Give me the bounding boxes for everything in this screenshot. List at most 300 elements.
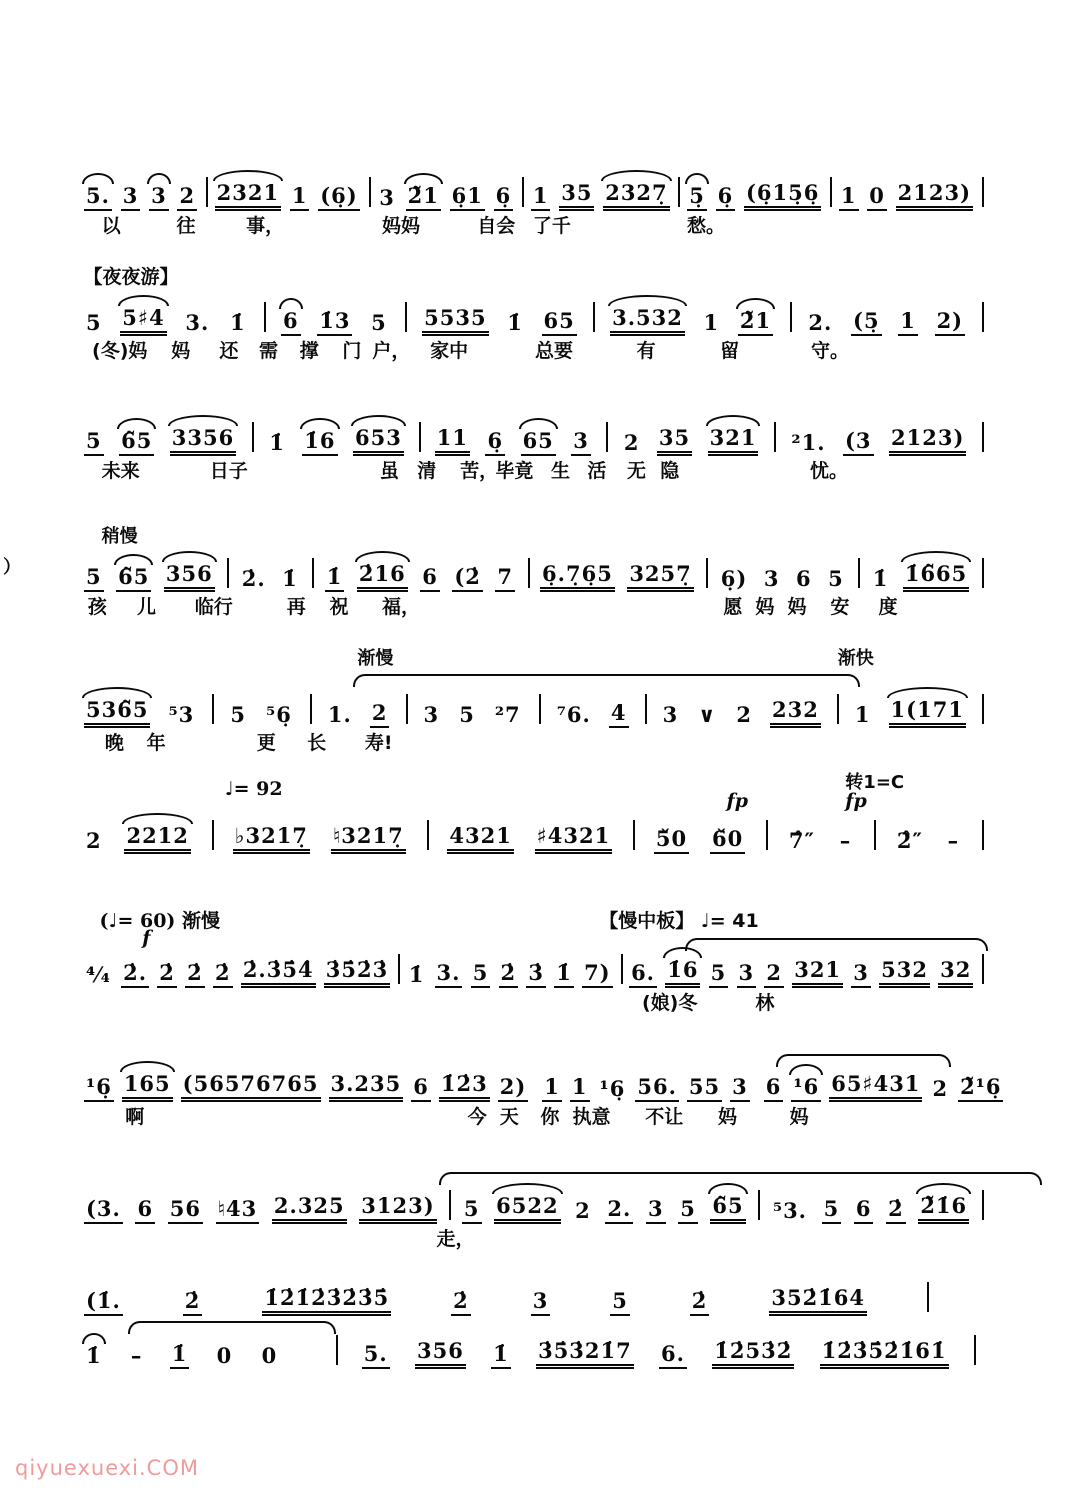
notation-system-5 [0,648,1070,754]
note-token: 2212 [124,822,190,854]
note-token: 65♯431 [829,1070,922,1102]
note-token: 3̇5̇2̇3̇ [324,956,390,988]
lyric-syllable: 祝 [329,596,349,618]
note-token: 2̇. [121,959,149,988]
note-token: 1 [570,1073,590,1102]
lyric-syllable: 活 [587,460,607,482]
tempo-label: 转1=C [845,772,905,793]
note-token: 5 [678,1195,698,1224]
notation-system-4 [0,526,1070,618]
note-token: 5 [459,701,475,727]
note-token: 2123) [896,179,973,211]
barline [858,558,860,588]
note-token: – [839,827,852,853]
note-token: 3. [185,309,210,335]
lyric-syllable: 寿! [364,732,393,754]
note-token: 2. [605,1195,633,1224]
note-token: 7) [582,959,613,988]
note-token: ¹6 [791,1073,821,1102]
note-token: 7 [495,563,515,592]
note-token: ²7 [494,701,521,727]
notes-line [0,1188,1070,1224]
lyric-syllable: 你 [540,1106,560,1128]
note-token: 3 [763,565,780,591]
tempo-label: (♩= 60) 渐慢 [99,910,221,932]
note-token: ⁷6. [556,701,591,727]
lyric-syllable: 了千 [532,215,571,237]
note-token: 2 [736,701,752,727]
margin-artifact: ） [3,557,21,578]
lyric-syllable: 啊 [125,1106,145,1128]
note-token: 2 [764,959,784,988]
note-token: 1 [898,307,918,336]
watermark: qiyuexuexi.COM [15,1456,199,1480]
note-token: (3. [84,1195,123,1224]
note-token: 2̇. [241,565,266,591]
note-token: 6. [659,1340,687,1369]
note-token: 1̇2̇3̇5̇2̇1̇61̇ [820,1337,949,1369]
note-token: 5 [471,959,491,988]
notes-line [0,818,1070,854]
note-token: 6 [281,307,301,336]
note-token: 2̇ [185,959,205,988]
lyric-syllable: 隐 [660,460,680,482]
note-token: 5♯4 [120,304,166,336]
note-token: 1̇2̇3 [439,1070,490,1102]
lyric-syllable: 儿 [136,596,156,618]
barline [678,177,680,207]
note-token: 1̇ [554,959,574,988]
lyric-syllable: 安 [830,596,850,618]
dynamic-label: f [142,927,151,949]
note-token: (1̇. [84,1287,123,1316]
note-token: 6. [629,959,657,988]
lyric-syllable: (娘)冬 [642,992,698,1014]
note-token: 2321 [215,179,281,211]
note-token: 1̇ [86,1342,102,1368]
barline [633,820,635,850]
barline [449,1190,451,1220]
notation-system-8 [0,1066,1070,1128]
note-token: 1 [531,182,551,211]
note-token: 2̃1 [406,182,441,211]
note-token: 2̇ [157,959,177,988]
barline [206,177,208,207]
notation-system-3 [0,420,1070,482]
note-token: ²1. [791,429,826,455]
note-token: 3. [435,959,463,988]
barline [774,422,776,452]
note-token: 56. [635,1073,679,1102]
note-token: 6522 [494,1192,560,1224]
note-token: 1̇ [491,1340,511,1369]
lyric-syllable: 更 [256,732,276,754]
note-token: 6̃5 [116,563,151,592]
lyric-syllable: 虽 [379,460,399,482]
lyric-syllable: 需 [258,340,278,362]
note-token: 3 [149,182,169,211]
lyric-syllable: 以 [101,215,121,237]
note-token: 1(171 [889,696,966,728]
note-token: 6̣1 [450,182,485,211]
note-token: 6̣ [494,182,514,211]
barline [982,820,984,850]
note-token: 5 [828,565,844,591]
lyric-syllable: 未来 [101,460,140,482]
note-token: 3 [730,1073,750,1102]
lyric-syllable: 往 [176,215,196,237]
barline [369,177,371,207]
barline [227,558,229,588]
note-token: 2̃1 [738,307,773,336]
note-token: 2̇16 [357,560,408,592]
note-token: 0 [261,1342,278,1368]
note-token: 5 [86,309,102,335]
note-token: 356 [164,560,215,592]
tempo-label: 渐慢 [357,648,394,669]
barline [593,302,595,332]
lyric-syllable: 自会 [477,215,516,237]
note-token: 5 [709,959,729,988]
lyric-syllable: 妈 [787,596,807,618]
note-token: 5 [371,309,387,335]
lyric-syllable: 有 [636,340,656,362]
barline [982,422,984,452]
note-token: 6̣.7̣6̣5 [540,560,615,592]
barline [212,820,214,850]
note-token: ¹6̣ [599,1075,626,1101]
lyric-syllable: 妈 [789,1106,809,1128]
barline [982,177,984,207]
barline [645,694,647,724]
note-token: 3257̣ [627,560,693,592]
lyric-syllable: 临行 [194,596,233,618]
note-token: 1 [542,1073,562,1102]
note-token: 2123) [889,424,966,456]
barline [837,694,839,724]
note-token: 356 [415,1337,466,1369]
note-token: 35 [559,179,594,211]
tempo-label: 稍慢 [101,526,138,547]
note-token: 1̇6̃65 [903,560,969,592]
note-token: 2.325 [272,1192,347,1224]
note-token: ♭3217̣ [233,822,310,854]
lyric-syllable: 走， [436,1228,475,1250]
barline [252,422,254,452]
note-token: 1̇6 [665,956,700,988]
notation-system-7 [0,910,1070,1014]
note-token: 5 [84,427,104,456]
note-token: 32 [938,956,973,988]
lyric-syllable: 孩 [87,596,107,618]
note-token: 536̃5 [84,696,150,728]
lyric-syllable: 苦， [460,460,499,482]
note-token: 2̃¹6̣ [958,1073,1003,1102]
lyric-syllable: 不让 [645,1106,684,1128]
note-token: 5 [610,1287,630,1316]
note-token: 3356 [170,424,236,456]
notation-system-1 [0,175,1070,237]
note-token: 6̣) [720,565,748,591]
note-token: 2 [370,699,390,728]
note-token: 65 [521,427,556,456]
note-token: 6 [795,565,812,591]
note-token: 4 [609,699,629,728]
note-token: 3 [851,959,871,988]
notes-line [0,1066,1070,1102]
note-token: 5̣ [687,182,707,211]
lyric-syllable: 户， [372,340,411,362]
barline [830,177,832,207]
barline [982,302,984,332]
note-token: ∨ [698,701,717,727]
note-token: 1̇ [507,309,523,335]
note-token: ♮43 [216,1195,260,1224]
note-token: (3 [843,427,874,456]
barline [336,1335,338,1365]
notation-system-6 [0,772,1070,854]
note-token: 5 [822,1195,842,1224]
note-token: 2̂″ [896,827,923,853]
lyric-syllable: 门 [342,340,362,362]
note-token: 2̇.3̇5̇4̇ [241,956,316,988]
note-token: 5̌0 [654,825,689,854]
lyric-syllable: 毕竟 [495,460,534,482]
note-token: 321 [708,424,759,456]
barline [982,954,984,984]
barline [982,1190,984,1220]
note-token: 6̣ [716,182,736,211]
note-token: 1 [839,182,859,211]
note-token: 2 [623,429,640,455]
note-token: 5 [230,701,246,727]
lyric-syllable: 守。 [811,340,850,362]
note-token: 6̃5 [119,427,154,456]
note-token: – [947,827,960,853]
lyric-syllable: 忧。 [809,460,848,482]
lyric-syllable: (冬)妈 [92,340,148,362]
barline [621,954,623,984]
note-token: ¹6̣ [84,1073,114,1102]
note-token: 0 [867,182,887,211]
note-token: 1̇3 [317,307,352,336]
note-token: 2) [935,307,966,336]
note-token: 6 [411,1073,431,1102]
note-token: (5̣ [851,307,882,336]
lyric-syllable: 天 [499,1106,519,1128]
lyric-syllable: 撑 [299,340,319,362]
note-token: 1̇ [408,961,425,987]
note-token: 2 [575,1197,591,1223]
note-token: 6̃5 [710,1192,745,1224]
slur-line [353,674,860,687]
note-token: 35 [657,424,692,456]
note-token: ♯4321 [535,822,613,854]
note-token: ⁵3 [168,701,195,727]
lyric-syllable: 总要 [535,340,574,362]
lyric-syllable: 无 [627,460,647,482]
notes-line [0,1280,1070,1316]
note-token: 6̣ [485,427,505,456]
note-token: 3 [737,959,757,988]
note-token: 2. [808,309,833,335]
barline [758,1190,760,1220]
note-token: 2) [498,1073,529,1102]
note-token: 2 [86,827,102,853]
notes-line [0,952,1070,988]
lyric-syllable: 妈妈 [381,215,420,237]
note-token: 3.532 [610,304,685,336]
note-token: 321 [792,956,843,988]
lyric-syllable: 度 [878,596,898,618]
lyric-syllable: 日子 [209,460,248,482]
barline [528,558,530,588]
tempo-label: ♩= 92 [224,778,283,800]
note-token: 2 [932,1075,949,1101]
barline [522,177,524,207]
slur-line [685,938,989,951]
notation-system-10 [0,1280,1070,1316]
lyric-syllable: 晚 [104,732,124,754]
note-token: 1̇ [325,563,345,592]
lyric-syllable: 执意 [572,1106,611,1128]
lyric-syllable: 长 [307,732,327,754]
barline [766,820,768,850]
note-token: 11 [435,424,470,456]
note-token: 1. [327,701,352,727]
note-token: 1̇ [282,565,298,591]
barline [312,558,314,588]
note-token: 6 [854,1195,874,1224]
note-token: 2̇ [690,1287,710,1316]
note-token: 56 [168,1195,203,1224]
note-token: 1 [290,182,310,211]
note-token: 2̇ [183,1287,203,1316]
lyric-syllable: 还 [219,340,239,362]
lyric-syllable: 家中 [430,340,469,362]
lyric-syllable: 愁。 [686,215,725,237]
lyric-syllable: 清 [417,460,437,482]
note-token: (6̣15̣6̣ [744,179,821,211]
barline [790,302,792,332]
note-token: 1 [703,309,720,335]
note-token: 1̇ [269,429,285,455]
notation-system-11 [0,1333,1070,1369]
tempo-label: 【慢中板】 ♩= 41 [599,910,759,932]
tempo-label: 渐快 [837,648,874,669]
note-token: 3̇ [526,959,546,988]
note-token: 3 [379,184,395,210]
lyric-syllable: 愿 [723,596,743,618]
note-token: ⁵3. [772,1197,807,1223]
lyric-syllable: 留 [720,340,740,362]
note-token: 3123) [359,1192,436,1224]
notes-line [0,556,1070,592]
note-token: 232 [770,696,821,728]
lyric-syllable: 福， [381,596,420,618]
tempo-label: 【夜夜游】 [83,266,179,288]
note-token: 5535 [422,304,488,336]
note-token: 352̇1̇64 [769,1284,867,1316]
lyric-syllable: 妈 [717,1106,737,1128]
note-token: 5 [462,1195,482,1224]
note-token: (56576765 [181,1070,321,1102]
note-token: 165 [122,1070,173,1102]
dynamic-label: fp [726,790,748,812]
note-token: 5. [362,1340,390,1369]
note-token: 2̇ [213,959,233,988]
note-token: 2 [177,182,197,211]
note-token: 3 [423,701,440,727]
note-token: 55 [687,1073,722,1102]
lyric-syllable: 今 [467,1106,487,1128]
note-token: 1̇2̇1̇2̇3̇2̇3̇5̇ [262,1284,391,1316]
note-token: ⁴⁄₄ [86,961,111,987]
note-token: ⁵6̣ [266,701,292,727]
note-token: 1̇ [229,309,246,335]
barline [539,694,541,724]
note-token: 3.235 [329,1070,404,1102]
note-token: 2327̣ [603,179,669,211]
note-token: 6 [420,563,440,592]
notes-line [0,300,1070,336]
barline [427,820,429,850]
notes-line [0,1333,1070,1369]
barline [706,558,708,588]
barline [310,694,312,724]
barline [874,820,876,850]
barline [405,302,407,332]
note-token: 7̂″ [788,827,815,853]
lyric-syllable: 再 [286,596,306,618]
note-token: 3 [662,701,679,727]
note-token: ♮3217̣ [331,822,406,854]
note-token: 1 [854,701,871,727]
note-token: 1̇ [170,1340,190,1369]
note-token: 6 [764,1073,784,1102]
note-token: – [130,1342,143,1368]
barline [398,954,400,984]
note-token: 3 [531,1287,551,1316]
notation-system-2 [0,266,1070,362]
note-token: 6̌0 [710,825,745,854]
note-token: 1̇2̇53̇2̇ [712,1337,794,1369]
note-token: 3̇5̇3̇21̇7 [536,1337,634,1369]
barline [606,422,608,452]
note-token: 2̇ [451,1287,471,1316]
notation-system-9 [0,1188,1070,1250]
note-token: 1̇6 [302,427,337,456]
note-token: 653 [353,424,404,456]
note-token: (2̇ [452,563,483,592]
note-token: 2̇ [499,959,519,988]
slur-line [128,1321,335,1334]
note-token: 3 [121,182,141,211]
barline [406,694,408,724]
barline [982,694,984,724]
note-token: (6̣) [318,182,359,211]
note-token: 4321 [447,822,513,854]
note-token: 0 [216,1342,233,1368]
note-token: 5. [84,182,112,211]
notes-line [0,692,1070,728]
note-token: 3 [571,427,591,456]
lyric-syllable: 生 [551,460,571,482]
lyric-syllable: 事， [246,215,285,237]
barline [212,694,214,724]
lyric-syllable: 年 [146,732,166,754]
note-token: 2̃1̇6 [918,1192,969,1224]
